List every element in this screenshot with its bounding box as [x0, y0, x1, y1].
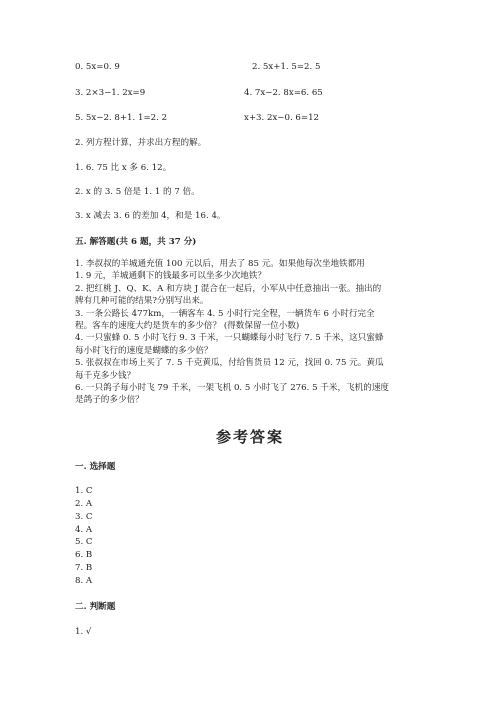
equation: 4. 7x−2. 8x=6. 65 — [244, 88, 323, 98]
answer-item: 7. B — [75, 563, 93, 573]
question-item: 3. x 减去 3. 6 的差加 4，和是 16. 4。 — [75, 211, 226, 221]
answer-item: 6. B — [75, 550, 93, 560]
answer-item: 5. C — [75, 537, 93, 547]
answer-item: 3. C — [75, 512, 93, 522]
problem-line: 每小时飞行的速度是蝴蝶的多少倍？ — [75, 345, 213, 356]
problem-line: 5. 张叔叔在市场上买了 7. 5 千克黄瓜，付给售货员 12 元，找回 0. 75 元。黄瓜 — [75, 358, 384, 369]
equation: 0. 5x=0. 9 — [75, 62, 120, 72]
problem-line: 4. 一只蜜蜂 0. 5 小时飞行 9. 3 千米，一只蝴蝶每小时飞行 7. 5 千米，这只蜜蜂 — [75, 333, 384, 344]
question-item: 1. 6. 75 比 x 多 6. 12。 — [75, 163, 172, 173]
problem-line: 6. 一只鸽子每小时飞 79 千米，一架飞机 0. 5 小时飞了 276. 5 千米，飞机的速度 — [75, 383, 390, 394]
question-item: 2. x 的 3. 5 倍是 1. 1 的 7 倍。 — [75, 187, 200, 197]
problem-line: 2. 把红桃 J、Q、K、A 和方块 J 混合在一起后，小军从中任意抽出一张。抽出的 — [75, 283, 382, 294]
problem-line: 每千克多少钱？ — [75, 370, 136, 381]
equation: x+3. 2x−0. 6=12 — [244, 113, 320, 123]
answer-item: 2. A — [75, 499, 93, 509]
problem-line: 3. 一条公路长 477km，一辆客车 4. 5 小时行完全程，一辆货车 6 小时行完全 — [75, 308, 375, 319]
problem-line: 程。客车的速度大约是货车的多少倍？ (得数保留一位小数) — [75, 321, 300, 332]
equation: 5. 5x−2. 8+1. 1=2. 2 — [75, 113, 168, 123]
section-heading: 二. 判断题 — [75, 602, 116, 612]
word-problem — [75, 258, 420, 407]
section-heading: 五. 解答题(共 6 题，共 37 分) — [75, 237, 197, 247]
equation: 2. 5x+1. 5=2. 5 — [252, 62, 321, 72]
answer-item: 1. C — [75, 486, 93, 496]
problem-line: 1. 9 元，羊城通剩下的钱最多可以坐多少次地铁？ — [75, 271, 267, 282]
answer-item: 4. A — [75, 525, 93, 535]
answers-title: 参考答案 — [215, 428, 284, 446]
equation: 3. 2×3−1. 2x=9 — [75, 88, 146, 98]
problem-line: 是鸽子的多少倍？ — [75, 395, 144, 406]
answer-item: 8. A — [75, 576, 93, 586]
question-heading: 2. 列方程计算，并求出方程的解。 — [75, 138, 207, 148]
section-heading: 一. 选择题 — [75, 462, 116, 472]
problem-line: 1. 李叔叔的羊城通充值 100 元以后，用去了 85 元。如果他每次坐地铁都用 — [75, 259, 365, 269]
answer-item: 1. √ — [75, 627, 92, 637]
problem-line: 牌有几种可能的结果?分别写出来。 — [75, 296, 209, 307]
